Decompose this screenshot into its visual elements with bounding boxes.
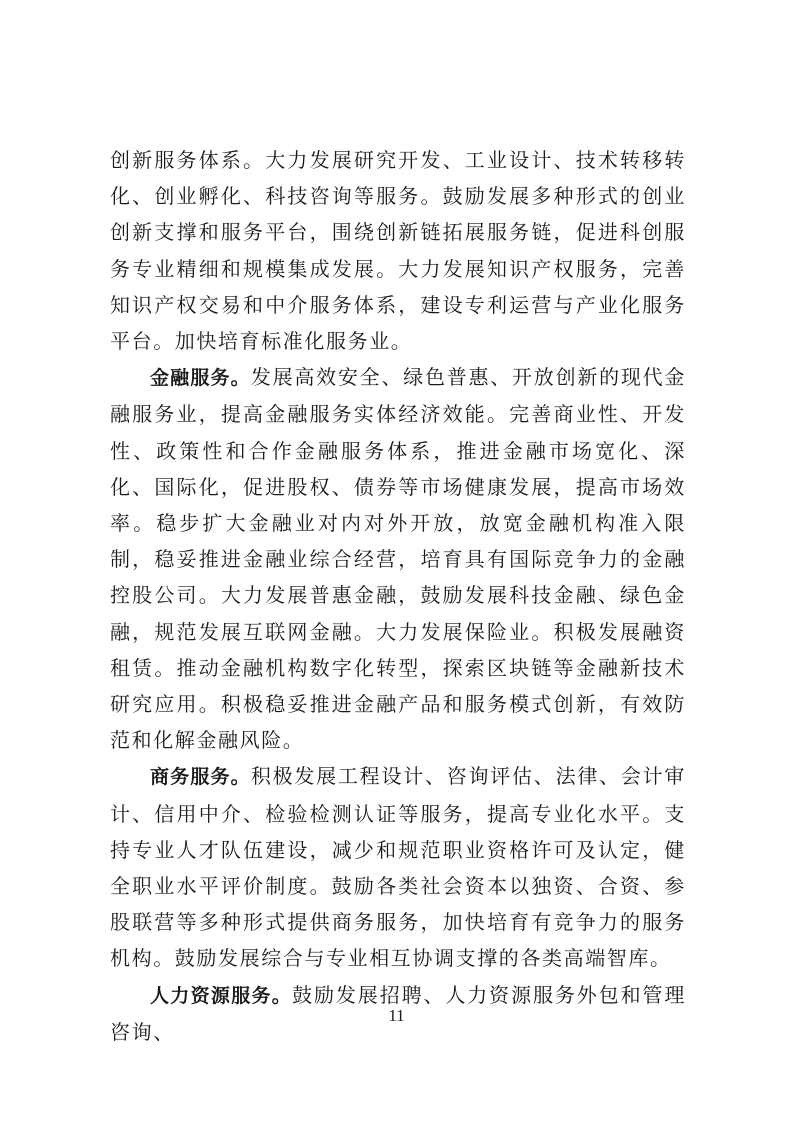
paragraph-lead: 金融服务。 xyxy=(150,367,251,390)
paragraph-text: 鼓励发展招聘、人力资源服务外包和管理咨询、 xyxy=(110,982,686,1044)
paragraph-financial-services xyxy=(110,359,686,758)
paragraph-business-services xyxy=(110,758,686,976)
paragraph-text: 创新服务体系。大力发展研究开发、工业设计、技术转移转化、创业孵化、科技咨询等服务。鼓励发展多种形式的创业创新支撑和服务平台，围绕创新链拓展服务链，促进科创服务专业精细和规模集成发展。大力发展知识产权服务，完善知识产权交易和中介服务体系，建设专利运营与产业化服务平台。加快培育标准化服务业。 xyxy=(110,148,686,354)
paragraph-lead: 人力资源服务。 xyxy=(150,984,293,1007)
paragraph-innovation-services xyxy=(110,142,686,359)
paragraph-text: 发展高效安全、绿色普惠、开放创新的现代金融服务业，提高金融服务实体经济效能。完善商业性、开发性、政策性和合作金融服务体系，推进金融市场宽化、深化、国际化，促进股权、债券等市场健康发展，提高市场效率。稳步扩大金融业对内对外开放，放宽金融机构准入限制，稳妥推进金融业综合经营，培育具有国际竞争力的金融控股公司。大力发展普惠金融，鼓励发展科技金融、绿色金融，规范发展互联网金融。大力发展保险业。积极发展融资租赁。推动金融机构数字化转型，探索区块链等金融新技术研究应用。积极稳妥推进金融产品和服务模式创新，有效防范和化解金融风险。 xyxy=(110,365,686,753)
paragraph-text: 积极发展工程设计、咨询评估、法律、会计审计、信用中介、检验检测认证等服务，提高专业化水平。支持专业人才队伍建设，减少和规范职业资格许可及认定，健全职业水平评价制度。鼓励各类社会资本以独资、合资、参股联营等多种形式提供商务服务，加快培育有竞争力的服务机构。鼓励发展综合与专业相互协调支撑的各类高端智库。 xyxy=(110,764,686,971)
paragraph-lead: 商务服务。 xyxy=(150,766,251,789)
body-text xyxy=(110,142,686,1050)
page-number: 11 xyxy=(388,1006,405,1025)
